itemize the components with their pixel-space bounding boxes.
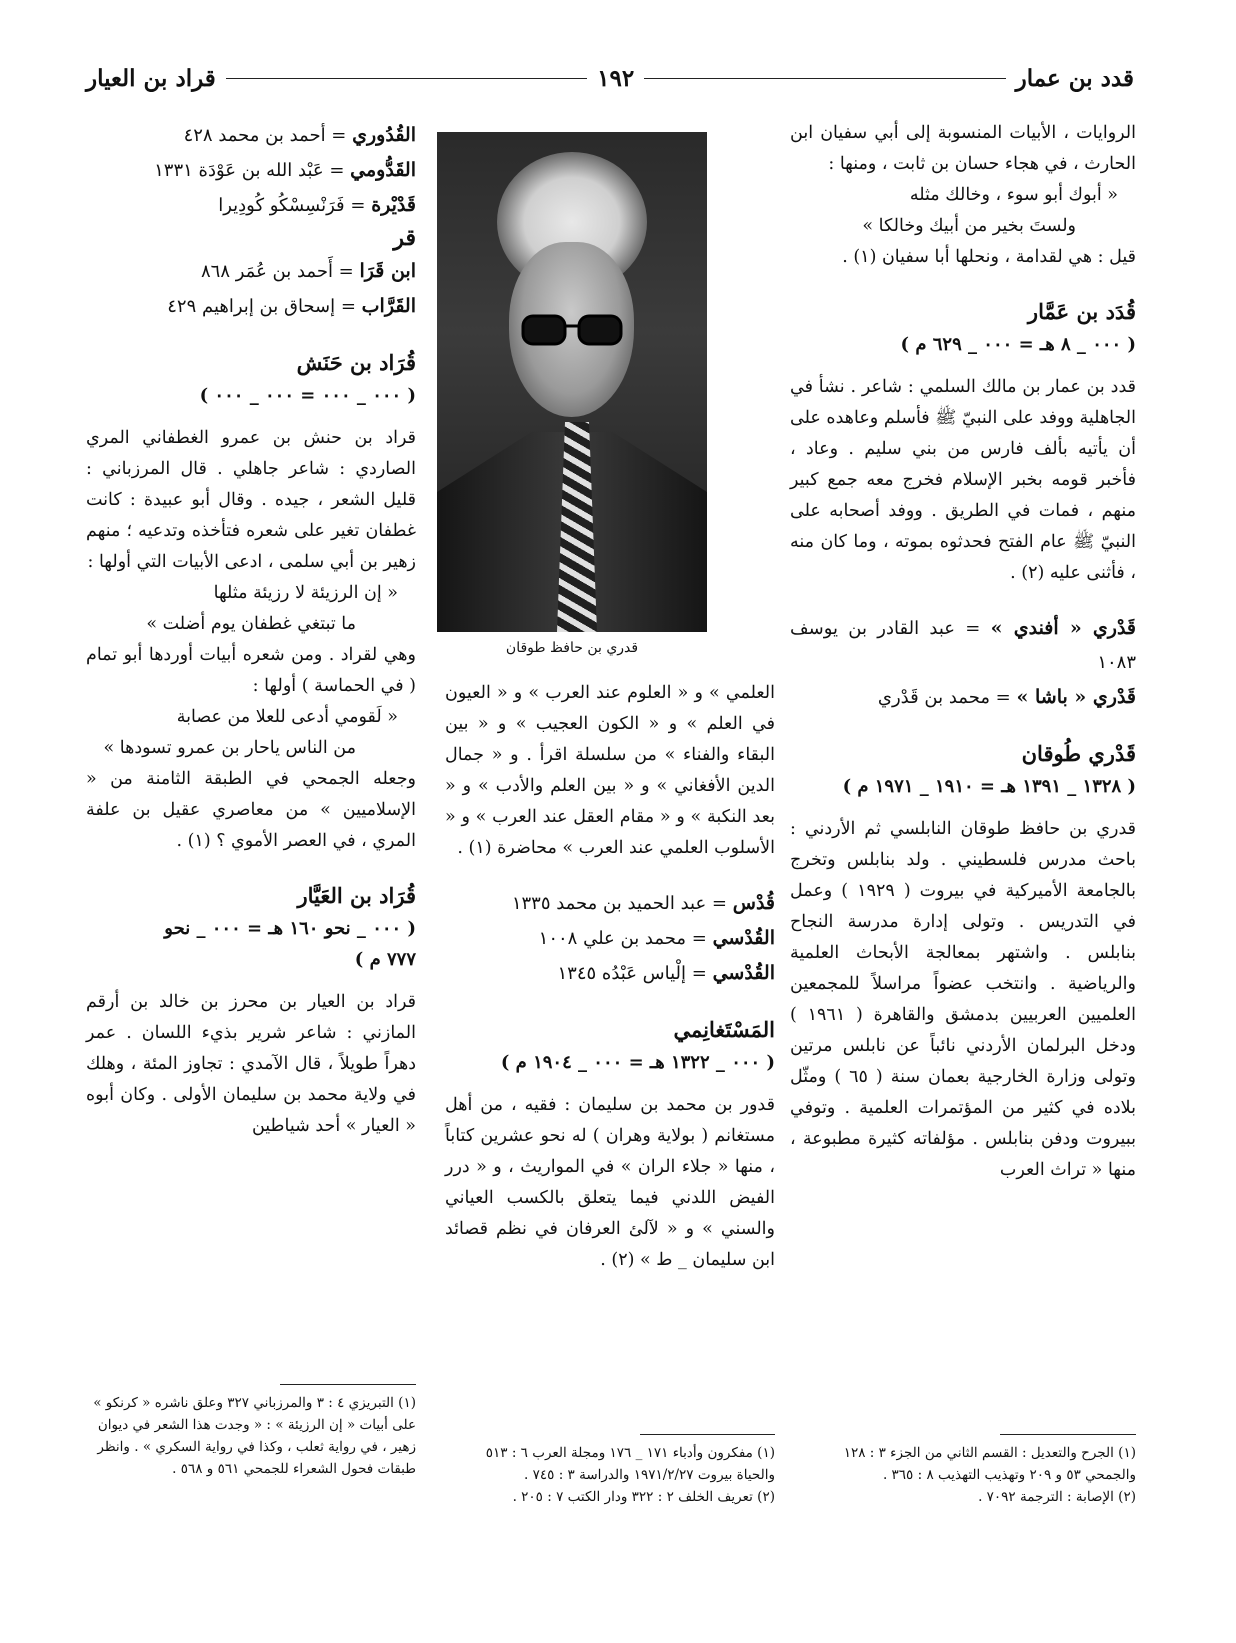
xref-headword: قَدْري « أفندي » bbox=[990, 617, 1137, 639]
entry-body: قراد بن حنش بن عمرو الغطفاني المري الصاردي : شاعر جاهلي . قال المرزباني : قليل الشعر ، جيده . وقال أبو عبيدة : كانت غطفان تغير على شعره فتأخذه وتدعيه ؛ منهم زهير بن أبي سلمى ، ادعى الأبيات التي أولها : bbox=[86, 428, 416, 572]
body-paragraph: قيل : هي لقدامة ، ونحلها أبا سفيان (١) . bbox=[842, 247, 1136, 267]
entry-dates: ( ٠٠٠ _ ٠٠٠ = ٠٠٠ _ ٠٠٠ ) bbox=[199, 385, 416, 406]
xref-target: = محمد بن علي ١٠٠٨ bbox=[538, 928, 707, 949]
entry-body: قدري بن حافظ طوقان النابلسي ثم الأردني : باحث مدرس فلسطيني . ولد بنابلس وتخرج بالجامعة الأميركية في بيروت ( ١٩٢٩ ) وعمل في التدريس . وتولى إدارة مدرسة النجاح بنابلس . واشتهر بمعالجة الأبحاث العلمية والرياضية . وانتخب عضواً مراسلاً للمجمعين العلميين العربيين بدمشق والقاهرة ( ١٩٦١ ) ودخل البرلمان الأردني نائباً عن نابلس مرتين وتولى وزارة الخارجية بعمان سنة ( ٦٥ ) ومثّل بلاده في كثير من المؤتمرات العلمية . وتوفي ببيروت ودفن بنابلس . مؤلفاته كثيرة مطبوعة ، منها « تراث العرب bbox=[790, 819, 1137, 1180]
cross-reference bbox=[86, 188, 416, 223]
xref-headword: ابن قَرَا bbox=[359, 260, 416, 282]
entry-title: قُرَاد بن حَنَش bbox=[296, 350, 416, 375]
entry-dates: ( ١٣٢٨ _ ١٣٩١ هـ = ١٩١٠ _ ١٩٧١ م ) bbox=[842, 776, 1136, 797]
footnote: (١) التبريزي ٤ : ٣ والمرزباني ٣٢٧ وعلق ناشره « كرنكو » على أبيات « إن الرزيئة » : « وجدت هذا الشعر في ديوان زهير ، في رواية ثعلب ، وكذا في رواية السكري » . وانظر طبقات فحول الشعراء للجمحي ٥٦١ و ٥٦٨ . bbox=[93, 1395, 416, 1477]
entry-title: قَدْري طُوقان bbox=[1021, 741, 1136, 766]
xref-headword: القَرَّاب bbox=[361, 295, 416, 317]
footnote: (٢) الإصابة : الترجمة ٧٠٩٢ . bbox=[978, 1489, 1136, 1505]
xref-target: = أَحمد بن عُمَر ٨٦٨ bbox=[201, 261, 354, 282]
xref-target: = إسحاق بن إبراهيم ٤٢٩ bbox=[167, 296, 356, 317]
footnote-rule bbox=[280, 1384, 416, 1385]
header-rule bbox=[226, 78, 587, 79]
verse-line: « أبوك أبو سوء ، وخالك مثله bbox=[909, 185, 1118, 205]
xref-headword: قُدْس bbox=[732, 892, 775, 914]
entry-body: وجعله الجمحي في الطبقة الثامنة من « الإسلاميين » من معاصري عقيل بن علفة المري ، في العصر الأموي ؟ (١) . bbox=[86, 769, 416, 851]
entry-body: قدور بن محمد بن سليمان : فقيه ، من أهل مستغانم ( بولاية وهران ) له نحو عشرين كتاباً ، منها « جلاء الران » في المواريث ، و « درر الفيض اللدني فيما يتعلق بالكسب العياني والسني » و « لآلئ العرفان في نظم قصائد ابن سليمان _ ط » (٢) . bbox=[445, 1095, 775, 1270]
body-paragraph: الروايات ، الأبيات المنسوبة إلى أبي سفيان ابن الحارث ، في هجاء حسان بن ثابت ، ومنها : bbox=[790, 123, 1136, 174]
xref-headword: قَدْري « باشا » bbox=[1016, 686, 1136, 708]
entry-dates: ( ٠٠٠ _ ٨ هـ = ٠٠٠ _ ٦٢٩ م ) bbox=[900, 334, 1136, 355]
footnote: (١) الجرح والتعديل : القسم الثاني من الجزء ٣ : ١٢٨ والجمحي ٥٣ و ٢٠٩ وتهذيب التهذيب ٨ : ٣٦٥ . bbox=[843, 1445, 1136, 1483]
entry-body: قدد بن عمار بن مالك السلمي : شاعر . نشأ في الجاهلية ووفد على النبيّ ﷺ فأسلم وعاهده على أن يأتيه بألف فارس من بني سليم . وعاد ، فأخبر قومه بخبر الإسلام فخرج معه جمع كبير منهم ، فمات في الطريق . ووفد أصحابه على النبيّ ﷺ عام الفتح فحدثوه بموته ، وما كان منه ، فأثنى عليه (٢) . bbox=[790, 377, 1136, 583]
xref-headword: القُدْسي bbox=[712, 962, 775, 984]
verse-line: ما تبتغي غطفان يوم أضلت » bbox=[146, 614, 356, 634]
cross-reference bbox=[86, 289, 416, 324]
xref-target: = فَرَنْسِسْكُو كُودِيرا bbox=[218, 195, 366, 216]
footnote: (١) مفكرون وأدباء ١٧١ _ ١٧٦ ومجلة العرب ٦ : ٥١٣ والحياة بيروت ١٩٧١/٢/٢٧ والدراسة ٣ : ٧٤٥ . bbox=[485, 1445, 775, 1483]
cross-reference bbox=[86, 153, 416, 188]
entry-body: وهي لقراد . ومن شعره أبيات أوردها أبو تمام ( في الحماسة ) أولها : bbox=[86, 645, 416, 696]
footnote-rule bbox=[640, 1434, 775, 1435]
entry-title: المَسْتَغانِمي bbox=[673, 1017, 775, 1042]
page-number: ١٩٢ bbox=[597, 64, 635, 92]
xref-target: = عَبْد الله بن عَوْدَة ١٣٣١ bbox=[154, 160, 345, 181]
footnotes-left bbox=[86, 1392, 416, 1480]
cross-reference bbox=[86, 118, 416, 153]
xref-target: = أحمد بن محمد ٤٢٨ bbox=[183, 125, 347, 146]
header-rule bbox=[644, 78, 1005, 79]
running-head-left: قراد بن العيار bbox=[85, 64, 216, 92]
cross-reference bbox=[790, 611, 1136, 680]
entry-dates: ( ٠٠٠ _ نحو ١٦٠ هـ = ٠٠٠ _ نحو bbox=[164, 918, 416, 939]
entry-title: قُدَد بن عَمَّار bbox=[1027, 299, 1136, 324]
cross-reference bbox=[445, 886, 775, 921]
cross-reference bbox=[445, 956, 775, 991]
footnotes-middle bbox=[445, 1442, 775, 1508]
xref-target: = إلْياس عَبْدُه ١٣٤٥ bbox=[557, 963, 707, 984]
verse-line: « لَقومي أدعى للعلا من عصابة bbox=[176, 707, 398, 727]
xref-headword: القُدْسي bbox=[712, 927, 775, 949]
entry-title: قُرَاد بن العَيَّار bbox=[297, 883, 416, 908]
entry-dates: ٧٧٧ م ) bbox=[354, 949, 416, 970]
xref-target: = عبد الحميد بن محمد ١٣٣٥ bbox=[511, 893, 728, 914]
xref-headword: القَدُّومي bbox=[350, 159, 416, 181]
portrait-photo bbox=[437, 132, 707, 632]
photo-glasses bbox=[519, 312, 625, 348]
footnotes-right bbox=[790, 1442, 1136, 1508]
entry-body: قراد بن العيار بن محرز بن خالد بن أرقم المازني : شاعر شرير بذيء اللسان . عمر دهراً طويلاً ، قال الآمدي : تجاوز المئة ، وهلك في ولاية محمد بن سليمان الأولى . وكان أبوه « العيار » أحد شياطين bbox=[86, 992, 416, 1136]
column-left bbox=[86, 118, 416, 1142]
footnote-rule bbox=[1000, 1434, 1136, 1435]
photo-caption: قدري بن حافظ طوقان bbox=[505, 640, 639, 656]
verse-line: من الناس ياحار بن عمرو تسودها » bbox=[103, 738, 356, 758]
running-head-right: قدد بن عمار bbox=[1015, 64, 1134, 92]
footnote: (٢) تعريف الخلف ٢ : ٣٢٢ ودار الكتب ٧ : ٢٠٥ . bbox=[512, 1489, 775, 1505]
cross-reference bbox=[790, 680, 1136, 715]
verse-line: ولستَ بخير من أبيك وخالكا » bbox=[862, 216, 1076, 236]
verse-line: « إن الرزيئة لا رزيئة مثلها bbox=[213, 583, 398, 603]
letter-group-title: قر bbox=[393, 225, 416, 251]
page-header bbox=[86, 58, 1134, 98]
cross-reference bbox=[445, 921, 775, 956]
xref-target: = محمد بن قَدْري bbox=[877, 687, 1011, 708]
xref-target: = عبد القادر بن يوسف ١٠٨٣ bbox=[790, 618, 1136, 673]
xref-headword: قَدْيْرة bbox=[371, 194, 416, 216]
column-right bbox=[790, 118, 1136, 1186]
cross-reference bbox=[86, 254, 416, 289]
column-middle bbox=[445, 678, 775, 1276]
xref-headword: القُدُوري bbox=[352, 124, 416, 146]
entry-body: العلمي » و « العلوم عند العرب » و « العيون في العلم » و « الكون العجيب » و « بين البقاء والفناء » من سلسلة اقرأ . و « جمال الدين الأفغاني » و « بين العلم والأدب » و « بعد النكبة » و « مقام العقل عند العرب » و « الأسلوب العلمي عند العرب » محاضرة (١) . bbox=[445, 683, 775, 858]
entry-dates: ( ٠٠٠ _ ١٣٢٢ هـ = ٠٠٠ _ ١٩٠٤ م ) bbox=[500, 1052, 775, 1073]
